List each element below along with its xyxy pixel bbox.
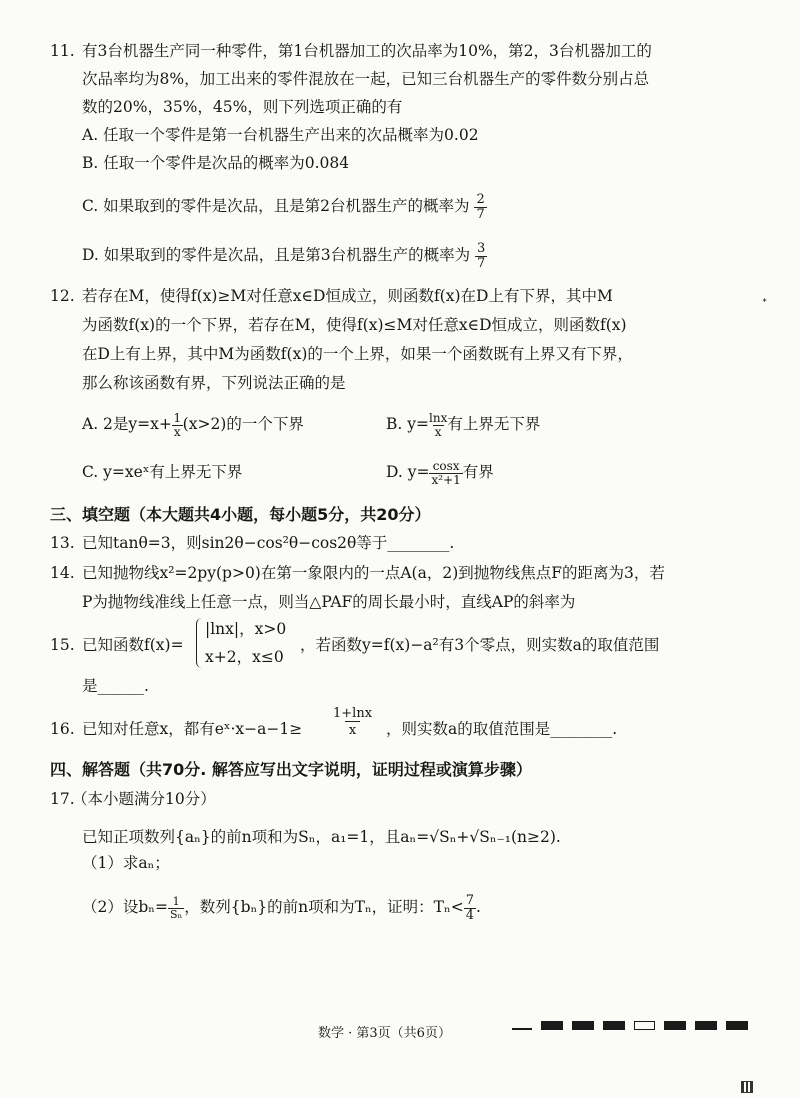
q11-option-a: A. 任取一个零件是第一台机器生产出来的次品概率为0.02 [82, 126, 479, 144]
q12-option-b-numerator: lnx [429, 411, 448, 425]
q15-post: ，若函数y=f(x)−a²有3个零点，则实数a的取值范围 [300, 636, 660, 654]
q12-option-b-post: 有上界无下界 [447, 415, 541, 434]
q12-line2: 为函数f(x)的一个下界，若存在M，使得f(x)≤M对任意x∈D恒成立，则函数f(x) [82, 316, 627, 334]
mark-filled-4 [664, 1021, 686, 1030]
q14-line2: P为抛物线准线上任意一点，则当△PAF的周长最小时，直线AP的斜率为 [82, 593, 576, 611]
q12-option-a-denominator: x [173, 424, 181, 439]
scanner-logo-icon [741, 1081, 753, 1093]
q16-pre: 已知对任意x，都有eˣ·x−a−1≥ [82, 720, 303, 738]
q11-option-c [82, 193, 487, 221]
q11-option-d-numerator: 3 [477, 241, 486, 256]
q15-brace [196, 618, 205, 668]
page-footer: 数学 · 第3页（共6页） [318, 1026, 451, 1041]
q11-option-d-fraction [475, 242, 487, 270]
q16-denominator: x [345, 721, 360, 738]
q16-numerator: 1+lnx [333, 706, 373, 721]
q12-option-a-pre: A. 2是y=x+ [82, 415, 172, 434]
q17-part2-numerator: 1 [172, 895, 180, 909]
mark-filled-5 [695, 1021, 717, 1030]
q11-line2: 次品率均为8%，加工出来的零件混放在一起，已知三台机器生产的零件数分别占总 [82, 70, 650, 88]
q12-option-b-pre: B. y= [386, 415, 429, 434]
q17-part2-result-numerator: 7 [465, 893, 474, 908]
q15-number: 15. [50, 636, 75, 654]
q17-number: 17. [50, 790, 75, 808]
mark-filled-2 [572, 1021, 594, 1030]
q16-post: ，则实数a的取值范围是________. [386, 720, 618, 738]
q13-text: 已知tanθ=3，则sin2θ−cos²θ−cos2θ等于________. [82, 534, 455, 552]
mark-filled-1 [541, 1021, 563, 1030]
q11-option-c-numerator: 2 [476, 192, 485, 207]
q15-case1: |lnx|，x>0 [205, 620, 287, 638]
q11-option-d [82, 242, 487, 270]
q11-option-c-fraction [474, 193, 486, 221]
q17-part1: （1）求aₙ； [82, 854, 170, 872]
q11-option-d-denominator: 7 [477, 255, 486, 271]
q17-part2-denominator: Sₙ [169, 907, 183, 921]
mark-filled-6 [726, 1021, 748, 1030]
q15-pre: 已知函数f(x)= [82, 636, 184, 654]
q12-option-d-denominator: x²+1 [431, 472, 461, 487]
q12-option-a-numerator: 1 [173, 411, 182, 425]
q16-fraction [333, 707, 372, 739]
q11-option-b: B. 任取一个零件是次品的概率为0.084 [82, 154, 350, 172]
q12-option-d [386, 460, 494, 486]
mark-filled-3 [603, 1021, 625, 1030]
q14-number: 14. [50, 564, 75, 582]
q15-line2: 是______. [82, 677, 149, 695]
q17-part2-result-denominator: 4 [465, 907, 474, 923]
q15-case2: x+2，x≤0 [205, 648, 284, 666]
section-4-heading: 四、解答题（共70分. 解答应写出文字说明，证明过程或演算步骤） [50, 760, 532, 779]
margin-mark: ᐩ [762, 296, 768, 311]
q17-part2: （2）设bₙ= $\frac{1}{\text{Sₙ}}$ ，数列{bₙ}的前n项和为Tₙ，证明：Tₙ< $\frac{7}{4}$ . [82, 893, 481, 923]
q17-part2-fraction [168, 896, 184, 920]
q16-number: 16. [50, 720, 75, 738]
q11-option-c-denominator: 7 [476, 206, 485, 222]
q12-line1: 若存在M，使得f(x)≥M对任意x∈D恒成立，则函数f(x)在D上有下界，其中M [82, 287, 613, 305]
q13-number: 13. [50, 534, 75, 552]
q11-option-d-text: D. 如果取到的零件是次品，且是第3台机器生产的概率为 [82, 246, 471, 265]
q17-part2-post: ，数列{bₙ}的前n项和为Tₙ，证明：Tₙ< [184, 898, 464, 917]
q11-line3: 数的20%，35%，45%，则下列选项正确的有 [82, 98, 403, 116]
mark-dash [512, 1028, 532, 1030]
q12-option-d-post: 有界 [462, 463, 494, 482]
q11-number: 11. [50, 42, 75, 60]
q12-option-c: C. y=xeˣ有上界无下界 [82, 463, 243, 481]
answer-sheet-marks [512, 1021, 748, 1030]
q12-option-b [386, 412, 540, 438]
q11-option-c-text: C. 如果取到的零件是次品，且是第2台机器生产的概率为 [82, 197, 470, 216]
q12-line3: 在D上有上界，其中M为函数f(x)的一个上界，如果一个函数既有上界又有下界， [82, 345, 633, 363]
q11-line1: 有3台机器生产同一种零件，第1台机器加工的次品率为10%，第2，3台机器加工的 [82, 42, 652, 60]
q12-option-d-pre: D. y= [386, 463, 430, 482]
q12-option-a-post: (x>2)的一个下界 [182, 415, 304, 434]
q17-part2-pre: （2）设bₙ= [82, 898, 168, 917]
q12-number: 12. [50, 287, 75, 305]
q12-line4: 那么称该函数有界，下列说法正确的是 [82, 374, 346, 392]
q14-line1: 已知抛物线x²=2py(p>0)在第一象限内的一点A(a，2)到抛物线焦点F的距离为3，若 [82, 564, 665, 582]
section-3-heading: 三、填空题（本大题共4小题，每小题5分，共20分） [50, 505, 431, 524]
q17-stem: 已知正项数列{aₙ}的前n项和为Sₙ，a₁=1，且aₙ=√Sₙ+√Sₙ₋₁(n≥2). [82, 828, 561, 846]
q12-option-b-fraction [429, 412, 447, 438]
q17-header: （本小题满分10分） [72, 790, 216, 808]
q12-option-a-fraction [172, 412, 183, 438]
q12-option-a [82, 412, 304, 438]
q12-option-d-fraction [429, 460, 462, 486]
q12-option-d-numerator: cosx [432, 459, 460, 473]
q12-option-b-denominator: x [434, 424, 442, 439]
q17-part2-result-fraction [464, 894, 476, 922]
mark-hollow [634, 1021, 655, 1030]
